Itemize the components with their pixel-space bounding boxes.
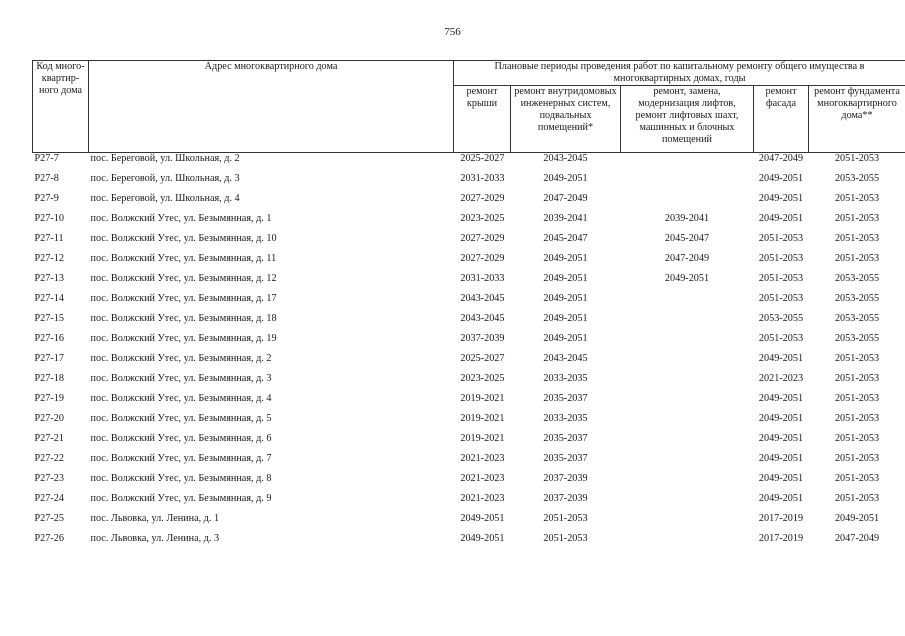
row-address: пос. Волжский Утес, ул. Безымянная, д. 10 <box>90 233 277 244</box>
row-foundation: 2051-2053 <box>834 373 880 384</box>
row-foundation: 2051-2053 <box>834 473 880 484</box>
row-facade: 2051-2053 <box>758 253 804 264</box>
row-address: пос. Львовка, ул. Ленина, д. 3 <box>90 533 220 544</box>
row-systems: 2033-2035 <box>543 413 588 424</box>
row-facade: 2053-2055 <box>758 313 804 324</box>
row-foundation: 2051-2053 <box>834 193 880 204</box>
table-row <box>33 273 905 293</box>
row-code: Р27-21 <box>34 433 64 444</box>
row-address: пос. Волжский Утес, ул. Безымянная, д. 19 <box>90 333 277 344</box>
row-foundation: 2053-2055 <box>834 313 880 324</box>
row-facade: 2049-2051 <box>758 493 804 504</box>
table-row <box>33 533 905 553</box>
row-systems: 2049-2051 <box>543 173 588 184</box>
table-row <box>33 433 905 453</box>
row-roof: 2027-2029 <box>460 193 505 204</box>
row-systems: 2049-2051 <box>543 273 588 284</box>
row-foundation: 2051-2053 <box>834 433 880 444</box>
row-code: Р27-23 <box>34 473 64 484</box>
row-elevators <box>621 373 754 393</box>
row-code: Р27-25 <box>34 513 64 524</box>
row-facade: 2017-2019 <box>758 513 804 524</box>
table-row <box>33 413 905 433</box>
header-systems: ремонт внутридомовых инженерных систем, подвальных помещений* <box>511 86 621 153</box>
row-facade: 2051-2053 <box>758 333 804 344</box>
row-elevators <box>621 493 754 513</box>
row-roof: 2019-2021 <box>460 413 505 424</box>
page-number: 756 <box>444 26 461 38</box>
row-code: Р27-9 <box>34 193 59 204</box>
row-systems: 2033-2035 <box>543 373 588 384</box>
row-foundation: 2051-2053 <box>834 453 880 464</box>
row-roof: 2021-2023 <box>460 493 505 504</box>
row-elevators: 2039-2041 <box>664 213 710 224</box>
row-systems: 2035-2037 <box>543 453 588 464</box>
row-elevators <box>621 153 754 174</box>
row-facade: 2049-2051 <box>758 473 804 484</box>
table-row <box>33 393 905 413</box>
row-roof: 2049-2051 <box>460 533 505 544</box>
table-row <box>33 233 905 253</box>
row-facade: 2049-2051 <box>758 433 804 444</box>
row-roof: 2049-2051 <box>460 513 505 524</box>
row-foundation: 2053-2055 <box>834 273 880 284</box>
header-periods: Плановые периоды проведения работ по капитальному ремонту общего имущества в многоквартирных домах, годы <box>454 61 905 86</box>
row-facade: 2017-2019 <box>758 533 804 544</box>
row-elevators <box>621 293 754 313</box>
row-foundation: 2051-2053 <box>834 213 880 224</box>
row-code: Р27-20 <box>34 413 64 424</box>
row-systems: 2049-2051 <box>543 333 588 344</box>
header-code: Код много-квартир-ного дома <box>33 61 89 153</box>
row-address: пос. Береговой, ул. Школьная, д. 2 <box>90 153 240 164</box>
row-code: Р27-22 <box>34 453 64 464</box>
row-roof: 2027-2029 <box>460 253 505 264</box>
row-code: Р27-19 <box>34 393 64 404</box>
row-systems: 2035-2037 <box>543 433 588 444</box>
row-roof: 2025-2027 <box>460 153 505 164</box>
row-facade: 2049-2051 <box>758 393 804 404</box>
row-elevators: 2045-2047 <box>664 233 710 244</box>
table-row <box>33 313 905 333</box>
row-address: пос. Волжский Утес, ул. Безымянная, д. 6 <box>90 433 272 444</box>
row-code: Р27-12 <box>34 253 64 264</box>
row-code: Р27-18 <box>34 373 64 384</box>
row-facade: 2051-2053 <box>758 233 804 244</box>
row-roof: 2043-2045 <box>460 313 505 324</box>
row-code: Р27-13 <box>34 273 64 284</box>
row-elevators: 2047-2049 <box>664 253 710 264</box>
row-roof: 2021-2023 <box>460 473 505 484</box>
row-facade: 2049-2051 <box>758 413 804 424</box>
row-address: пос. Волжский Утес, ул. Безымянная, д. 2 <box>90 353 272 364</box>
row-facade: 2047-2049 <box>758 153 804 164</box>
row-address: пос. Береговой, ул. Школьная, д. 4 <box>90 193 240 204</box>
row-facade: 2049-2051 <box>758 173 804 184</box>
capital-repair-schedule-table <box>32 60 905 553</box>
row-systems: 2037-2039 <box>543 473 588 484</box>
row-facade: 2051-2053 <box>758 273 804 284</box>
row-roof: 2031-2033 <box>460 173 505 184</box>
row-address: пос. Береговой, ул. Школьная, д. 3 <box>90 173 240 184</box>
row-foundation: 2051-2053 <box>834 153 880 164</box>
row-systems: 2043-2045 <box>543 153 588 164</box>
row-roof: 2043-2045 <box>460 293 505 304</box>
row-address: пос. Волжский Утес, ул. Безымянная, д. 11 <box>90 253 277 264</box>
row-systems: 2037-2039 <box>543 493 588 504</box>
row-facade: 2049-2051 <box>758 353 804 364</box>
row-foundation: 2053-2055 <box>834 173 880 184</box>
row-code: Р27-8 <box>34 173 59 184</box>
table-body <box>33 153 905 554</box>
row-elevators <box>621 473 754 493</box>
row-systems: 2049-2051 <box>543 313 588 324</box>
row-foundation: 2053-2055 <box>834 333 880 344</box>
row-roof: 2037-2039 <box>460 333 505 344</box>
row-code: Р27-15 <box>34 313 64 324</box>
header-elevators: ремонт, замена, модернизация лифтов, ремонт лифтовых шахт, машинных и блочных помещений <box>621 86 754 153</box>
row-elevators <box>621 393 754 413</box>
table-row <box>33 293 905 313</box>
row-facade: 2021-2023 <box>758 373 804 384</box>
row-elevators <box>621 413 754 433</box>
row-foundation: 2051-2053 <box>834 253 880 264</box>
table-row <box>33 513 905 533</box>
table-row <box>33 253 905 273</box>
table-row <box>33 193 905 213</box>
table-row <box>33 213 905 233</box>
row-elevators <box>621 193 754 213</box>
row-roof: 2019-2021 <box>460 433 505 444</box>
row-facade: 2049-2051 <box>758 213 804 224</box>
row-systems: 2045-2047 <box>543 233 588 244</box>
row-code: Р27-26 <box>34 533 64 544</box>
row-address: пос. Волжский Утес, ул. Безымянная, д. 12 <box>90 273 277 284</box>
row-systems: 2047-2049 <box>543 193 588 204</box>
row-roof: 2025-2027 <box>460 353 505 364</box>
table-row <box>33 473 905 493</box>
row-foundation: 2051-2053 <box>834 393 880 404</box>
row-elevators: 2049-2051 <box>664 273 710 284</box>
row-roof: 2031-2033 <box>460 273 505 284</box>
row-elevators <box>621 433 754 453</box>
table-row <box>33 453 905 473</box>
row-foundation: 2049-2051 <box>834 513 880 524</box>
table-row <box>33 153 905 174</box>
row-systems: 2035-2037 <box>543 393 588 404</box>
row-systems: 2043-2045 <box>543 353 588 364</box>
header-foundation: ремонт фундамента многоквартирного дома** <box>809 86 905 153</box>
row-elevators <box>621 453 754 473</box>
table-row <box>33 333 905 353</box>
row-foundation: 2047-2049 <box>834 533 880 544</box>
row-elevators <box>621 513 754 533</box>
row-roof: 2021-2023 <box>460 453 505 464</box>
row-address: пос. Львовка, ул. Ленина, д. 1 <box>90 513 220 524</box>
row-foundation: 2051-2053 <box>834 493 880 504</box>
row-elevators <box>621 333 754 353</box>
row-foundation: 2051-2053 <box>834 353 880 364</box>
header-address: Адрес многоквартирного дома <box>89 61 454 153</box>
table-row <box>33 373 905 393</box>
row-systems: 2051-2053 <box>543 533 588 544</box>
row-code: Р27-24 <box>34 493 64 504</box>
row-roof: 2023-2025 <box>460 213 505 224</box>
row-address: пос. Волжский Утес, ул. Безымянная, д. 4 <box>90 393 272 404</box>
row-elevators <box>621 533 754 553</box>
header-roof: ремонт крыши <box>454 86 511 153</box>
row-facade: 2049-2051 <box>758 453 804 464</box>
table-header <box>33 61 905 153</box>
row-systems: 2049-2051 <box>543 293 588 304</box>
header-facade: ремонт фасада <box>754 86 809 153</box>
row-code: Р27-7 <box>34 153 59 164</box>
row-systems: 2039-2041 <box>543 213 588 224</box>
row-systems: 2049-2051 <box>543 253 588 264</box>
row-systems: 2051-2053 <box>543 513 588 524</box>
row-code: Р27-14 <box>34 293 64 304</box>
table-row <box>33 493 905 513</box>
row-code: Р27-16 <box>34 333 64 344</box>
row-roof: 2023-2025 <box>460 373 505 384</box>
row-facade: 2051-2053 <box>758 293 804 304</box>
row-address: пос. Волжский Утес, ул. Безымянная, д. 18 <box>90 313 277 324</box>
row-address: пос. Волжский Утес, ул. Безымянная, д. 7 <box>90 453 272 464</box>
row-foundation: 2051-2053 <box>834 413 880 424</box>
row-roof: 2019-2021 <box>460 393 505 404</box>
row-address: пос. Волжский Утес, ул. Безымянная, д. 1 <box>90 213 272 224</box>
row-address: пос. Волжский Утес, ул. Безымянная, д. 8 <box>90 473 272 484</box>
table-row <box>33 173 905 193</box>
row-roof: 2027-2029 <box>460 233 505 244</box>
row-elevators <box>621 353 754 373</box>
row-address: пос. Волжский Утес, ул. Безымянная, д. 9 <box>90 493 272 504</box>
row-address: пос. Волжский Утес, ул. Безымянная, д. 17 <box>90 293 277 304</box>
row-foundation: 2051-2053 <box>834 233 880 244</box>
row-code: Р27-10 <box>34 213 64 224</box>
row-address: пос. Волжский Утес, ул. Безымянная, д. 3 <box>90 373 272 384</box>
table-row <box>33 353 905 373</box>
row-foundation: 2053-2055 <box>834 293 880 304</box>
row-facade: 2049-2051 <box>758 193 804 204</box>
row-address: пос. Волжский Утес, ул. Безымянная, д. 5 <box>90 413 272 424</box>
row-code: Р27-11 <box>34 233 64 244</box>
row-code: Р27-17 <box>34 353 64 364</box>
row-elevators <box>621 173 754 193</box>
row-elevators <box>621 313 754 333</box>
